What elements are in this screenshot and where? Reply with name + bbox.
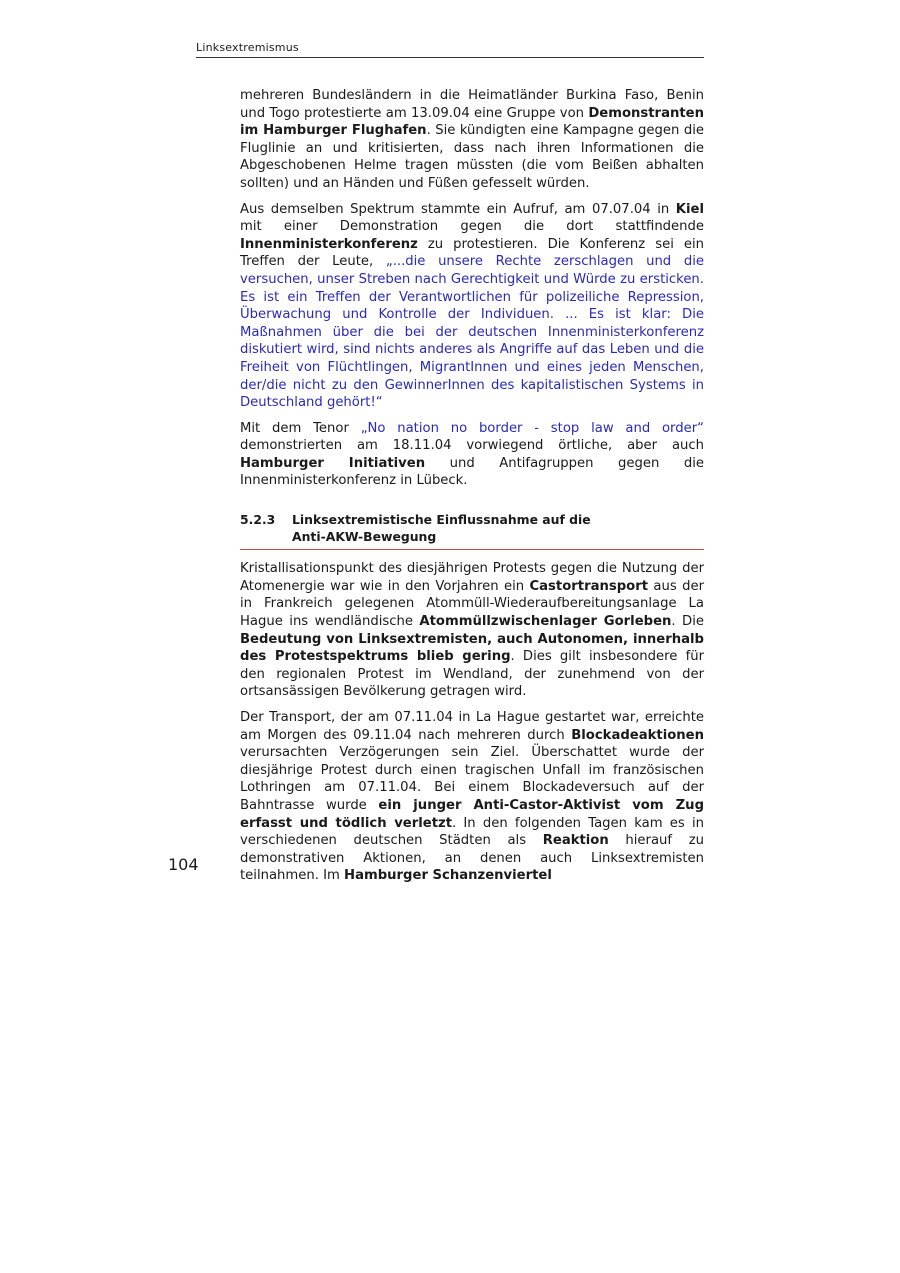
- page-number: 104: [168, 855, 199, 874]
- body-text: Der Transport, der am 07.11.04 in La Hague gestartet war, erreichte am Morgen des 09.11.04 nach mehreren durch: [240, 710, 704, 743]
- paragraph: [240, 201, 704, 412]
- body-text: verursachten Verzögerungen sein Ziel. Überschattet wurde der diesjährige Protest durch einen tragischen Unfall im französischen Lothringen am 07.11.04. Bei einem Blockadeversuch auf der Bahntrasse wurde: [240, 745, 704, 813]
- body-text: mehreren Bundesländern in die Heimatländer Burkina Faso, Benin und Togo protestierte am 13.09.04 eine Gruppe von: [240, 88, 704, 121]
- body-text: demonstrierten am 18.11.04 vorwiegend örtliche, aber auch: [240, 438, 704, 454]
- emphasis-text: Bedeutung von Linksextremisten, auch Autonomen, innerhalb des Protestspektrums blieb gering: [240, 631, 704, 665]
- running-header: [196, 41, 704, 58]
- quotation-text: „No nation no border - stop law and order“: [360, 420, 704, 436]
- paragraph: [240, 709, 704, 885]
- emphasis-text: Blockadeaktionen: [571, 727, 704, 743]
- body-text: hierauf zu demonstrativen Aktionen, an denen auch Linksextremisten teilnahmen. Im: [240, 833, 704, 884]
- body-text: Kristallisationspunkt des diesjährigen Protests gegen die Nutzung der Atomenergie war wie in den Vorjahren ein: [240, 561, 704, 594]
- emphasis-text: ein junger Anti-Castor-Aktivist vom Zug erfasst und tödlich verletzt: [240, 797, 705, 831]
- emphasis-text: Hamburger Initiativen: [240, 455, 426, 471]
- body-text: . Die: [671, 614, 704, 630]
- body-text: . In den folgenden Tagen kam es in verschiedenen deutschen Städten als: [240, 815, 704, 849]
- section-number: 5.2.3: [240, 512, 276, 528]
- emphasis-text: Demonstranten im Hamburger Flughafen: [240, 105, 704, 139]
- emphasis-text: Atommüllzwischenlager Gorleben: [419, 614, 672, 630]
- paragraphs-top: [240, 87, 704, 490]
- body-text: aus der in Frankreich gelegenen Atommüll-Wiederaufbereitungsanlage La Hague ins wendländische: [240, 578, 704, 630]
- emphasis-text: Reaktion: [542, 833, 609, 849]
- body-text: . Dies gilt insbesondere für den regionalen Protest im Wendland, der zunehmend von der ortsansässigen Bevölkerung getragen wird.: [240, 649, 704, 700]
- section-title-line2: Anti-AKW-Bewegung: [292, 528, 437, 544]
- body-text: zu protestieren. Die Konferenz sei ein Treffen der Leute,: [240, 236, 704, 270]
- emphasis-text: Hamburger Schanzenviertel: [344, 868, 552, 884]
- paragraph: [240, 560, 704, 701]
- emphasis-text: Innenministerkonferenz: [240, 236, 418, 252]
- paragraph: [240, 420, 704, 490]
- section-title-line1: Linksextremistische Einflussnahme auf die: [292, 512, 591, 528]
- body-text: Aus demselben Spektrum stammte ein Aufruf, am 07.07.04 in: [240, 201, 676, 217]
- quotation-text: „...die unsere Rechte zerschlagen und die versuchen, unser Streben nach Gerechtigkeit und Würde zu ersticken. Es ist ein Treffen der Verantwortlichen für polizeiliche Repression, Überwachung und Kontrolle der Individuen. ... Es ist klar: Die Maßnahmen über die bei der deutschen Innenministerkonferenz diskutiert wird, sind nichts anderes als Angriffe auf das Leben und die Freiheit von Flüchtlingen, MigrantInnen und eines jeden Menschen, der/die nicht zu den GewinnerInnen des kapitalistischen Systems in Deutschland gehört!“: [240, 254, 704, 411]
- paragraphs-bottom: [240, 560, 704, 885]
- body-text: mit einer Demonstration gegen die dort stattfindende: [240, 219, 704, 235]
- body-text: . Sie kündigten eine Kampagne gegen die Fluglinie an und kritisierten, dass nach ihren Informationen die Abgeschobenen Helme tragen müssten (die vom Beißen abhalten sollten) und an Händen und Füßen gefesselt würden.: [240, 123, 704, 191]
- emphasis-text: Kiel: [675, 201, 704, 217]
- running-header-title: Linksextremismus: [196, 41, 299, 54]
- main-text: [240, 87, 704, 893]
- paragraph: [240, 87, 704, 193]
- emphasis-text: Castortransport: [529, 578, 649, 594]
- body-text: und Antifagruppen gegen die Innenministerkonferenz in Lübeck.: [240, 455, 705, 489]
- section-heading: [240, 512, 704, 550]
- body-text: Mit dem Tenor: [240, 420, 361, 436]
